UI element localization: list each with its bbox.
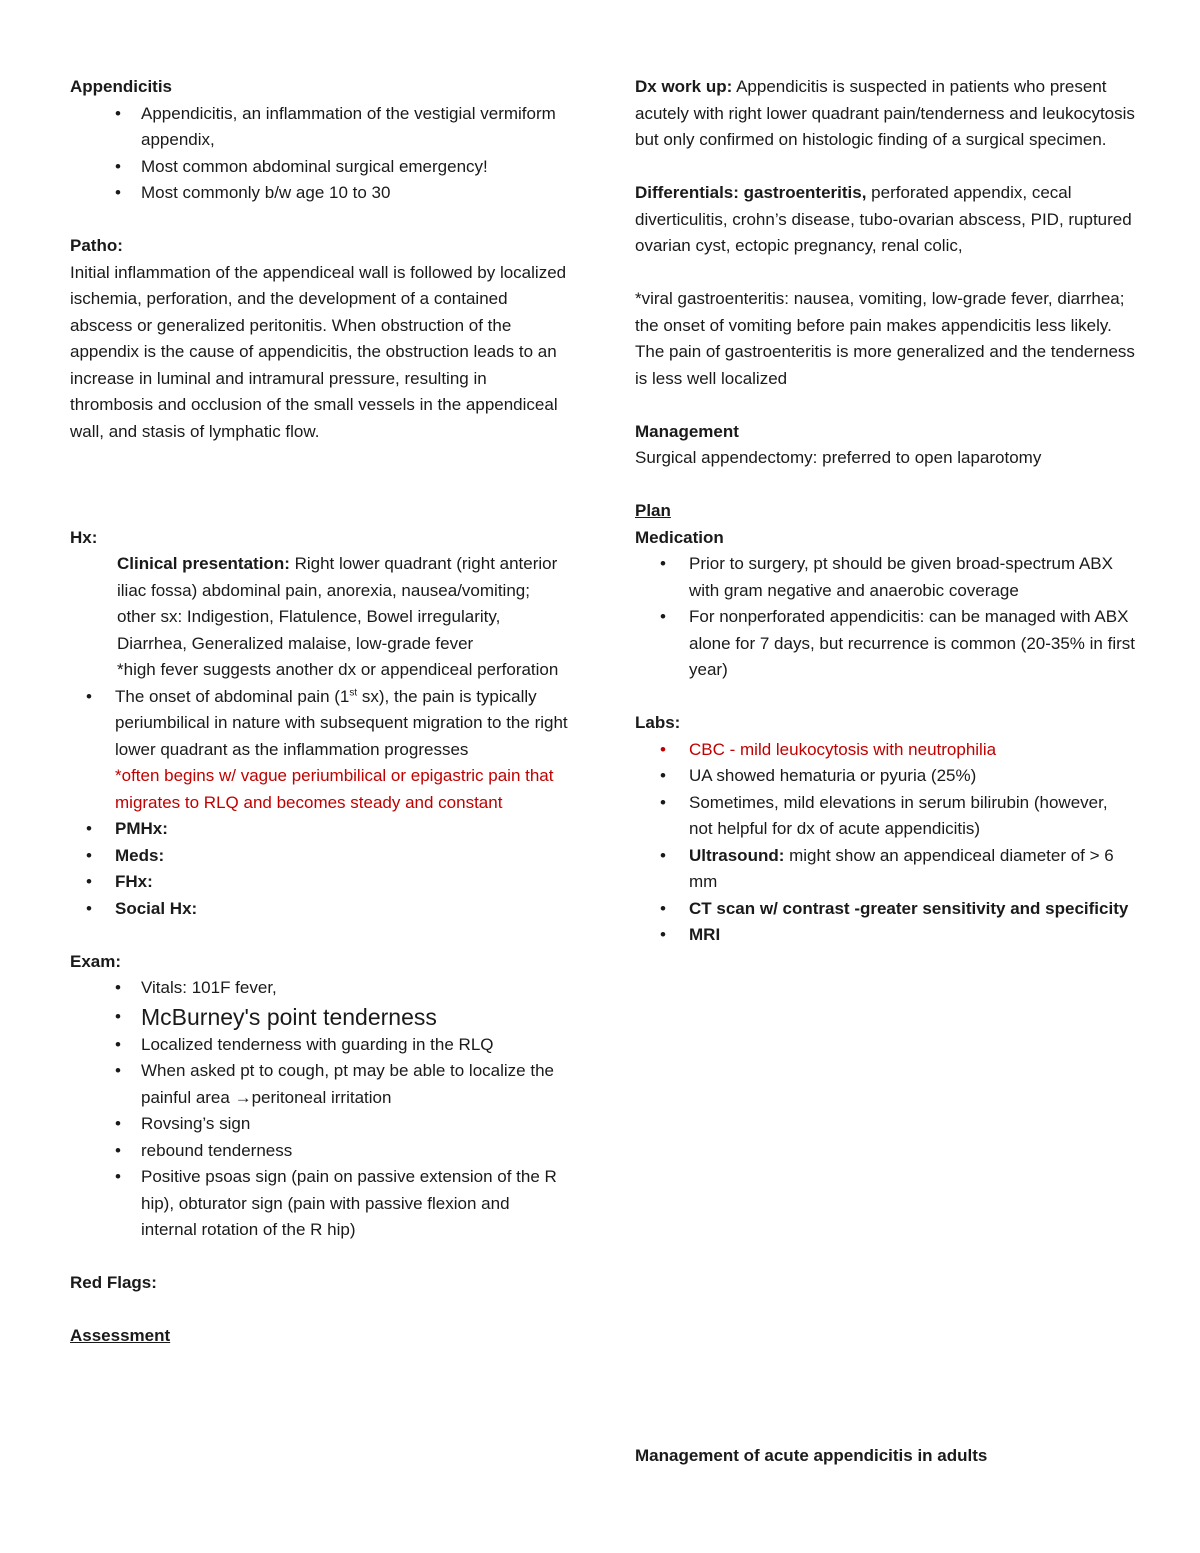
list-item: • Rovsing’s sign xyxy=(70,1111,570,1138)
list-item xyxy=(70,896,570,923)
onset-red-note: *often begins w/ vague periumbilical or epigastric pain that migrates to RLQ and becomes steady and constant xyxy=(115,766,554,812)
labs-heading: Labs: xyxy=(635,713,681,732)
exam-heading: Exam: xyxy=(70,951,122,971)
list-item: • Positive psoas sign (pain on passive extension of the R hip), obturator sign (pain with passive flexion and internal rotation of the R hip) xyxy=(70,1164,570,1244)
list-item: • For nonperforated appendicitis: can be managed with ABX alone for 7 days, but recurrence is common (20-35% in first year) xyxy=(644,604,1135,684)
onset-post: sx), the pain is typically periumbilical in nature with subsequent migration to the right lower quadrant as the inflammation progresses xyxy=(115,686,568,759)
ct-label: CT scan w/ contrast -greater sensitivity and specificity xyxy=(689,898,1129,918)
list-item xyxy=(644,922,1135,949)
hx-heading: Hx: xyxy=(70,527,98,547)
management-heading: Management xyxy=(635,421,739,441)
list-item xyxy=(70,684,570,817)
list-item: • Vitals: 101F fever, xyxy=(70,975,570,1002)
intro-list xyxy=(70,101,570,207)
ultrasound-label: Ultrasound: xyxy=(689,845,785,865)
list-item xyxy=(644,896,1135,923)
page-title: Appendicitis xyxy=(70,77,173,96)
dx-workup xyxy=(635,74,1135,154)
onset-pre: The onset of abdominal pain (1 xyxy=(115,686,350,706)
fhx-label: FHx: xyxy=(115,872,153,891)
viral-note: *viral gastroenteritis: nausea, vomiting, low-grade fever, diarrhea; the onset of vomiting before pain makes appendicitis less likely. The pain of gastroenteritis is more generalized and the tenderness is less well localized xyxy=(635,289,1135,388)
left-column xyxy=(70,74,570,1350)
list-item: • CBC - mild leukocytosis with neutrophilia xyxy=(644,737,1135,764)
diff-label: Differentials: gastroenteritis, xyxy=(635,183,867,202)
pmhx-label: PMHx: xyxy=(115,819,168,838)
cough-text: When asked pt to cough, pt may be able to localize the painful area xyxy=(141,1061,554,1107)
ultrasound-text: might show an appendiceal diameter of > 6 mm xyxy=(689,845,1114,891)
onset-sup: st xyxy=(349,686,358,698)
list-item xyxy=(70,869,570,896)
medication-list xyxy=(644,551,1135,684)
list-item: • Localized tenderness with guarding in the RLQ xyxy=(70,1032,570,1059)
list-item xyxy=(644,843,1135,896)
footer-title: Management of acute appendicitis in adults xyxy=(635,1446,988,1465)
clinical-label: Clinical presentation: xyxy=(117,554,290,573)
list-item: • rebound tenderness xyxy=(70,1138,570,1165)
patho-heading: Patho: xyxy=(70,236,123,255)
high-fever-note: *high fever suggests another dx or appendiceal perforation xyxy=(117,660,559,679)
mri-label: MRI xyxy=(689,925,721,944)
right-column xyxy=(635,74,1135,949)
list-item xyxy=(70,816,570,843)
red-flags-heading: Red Flags: xyxy=(70,1273,157,1292)
list-item: • Prior to surgery, pt should be given broad-spectrum ABX with gram negative and anaerobic coverage xyxy=(644,551,1135,604)
list-item: • Appendicitis, an inflammation of the vestigial vermiform appendix, xyxy=(70,101,570,154)
dx-label: Dx work up: xyxy=(635,77,733,96)
list-item xyxy=(70,1058,570,1111)
differentials xyxy=(635,180,1135,260)
meds-label: Meds: xyxy=(115,845,165,865)
exam-list xyxy=(70,975,570,1244)
list-item xyxy=(70,843,570,870)
plan-heading: Plan xyxy=(635,501,671,520)
list-item: • Most commonly b/w age 10 to 30 xyxy=(70,180,570,207)
arrow-icon: → xyxy=(234,1087,252,1107)
cough-result: peritoneal irritation xyxy=(251,1087,392,1107)
dx-text: Appendicitis is suspected in patients who present acutely with right lower quadrant pain/tenderness and leukocytosis but only confirmed on histologic finding of a surgical specimen. xyxy=(635,77,1135,149)
assessment-heading: Assessment xyxy=(70,1326,171,1345)
management-text: Surgical appendectomy: preferred to open laparotomy xyxy=(635,448,1042,467)
social-hx-label: Social Hx: xyxy=(115,898,198,918)
clinical-text: Right lower quadrant (right anterior iliac fossa) abdominal pain, anorexia, nausea/vomiting; other sx: Indigestion, Flatulence, Bowel irregularity, Diarrhea, Generalized malaise, low-grade fever xyxy=(117,554,558,653)
list-item: • UA showed hematuria or pyuria (25%) xyxy=(644,763,1135,790)
list-item: • Most common abdominal surgical emergency! xyxy=(70,154,570,181)
labs-list xyxy=(644,737,1135,949)
list-item: • McBurney's point tenderness xyxy=(70,1002,570,1032)
clinical-presentation xyxy=(70,551,570,684)
medication-heading: Medication xyxy=(635,527,724,547)
list-item: • Sometimes, mild elevations in serum bilirubin (however, not helpful for dx of acute appendicitis) xyxy=(644,790,1135,843)
patho-text: Initial inflammation of the appendiceal wall is followed by localized ischemia, perforation, and the development of a contained abscess or generalized peritonitis. When obstruction of the appendix is the cause of appendicitis, the obstruction leads to an increase in luminal and intramural pressure, resulting in thrombosis and occlusion of the small vessels in the appendiceal wall, and stasis of lymphatic flow. xyxy=(70,262,567,441)
hx-list xyxy=(70,684,570,923)
diff-text: perforated appendix, cecal diverticulitis, crohn’s disease, tubo-ovarian abscess, PID, ruptured ovarian cyst, ectopic pregnancy, renal colic, xyxy=(635,183,1132,255)
